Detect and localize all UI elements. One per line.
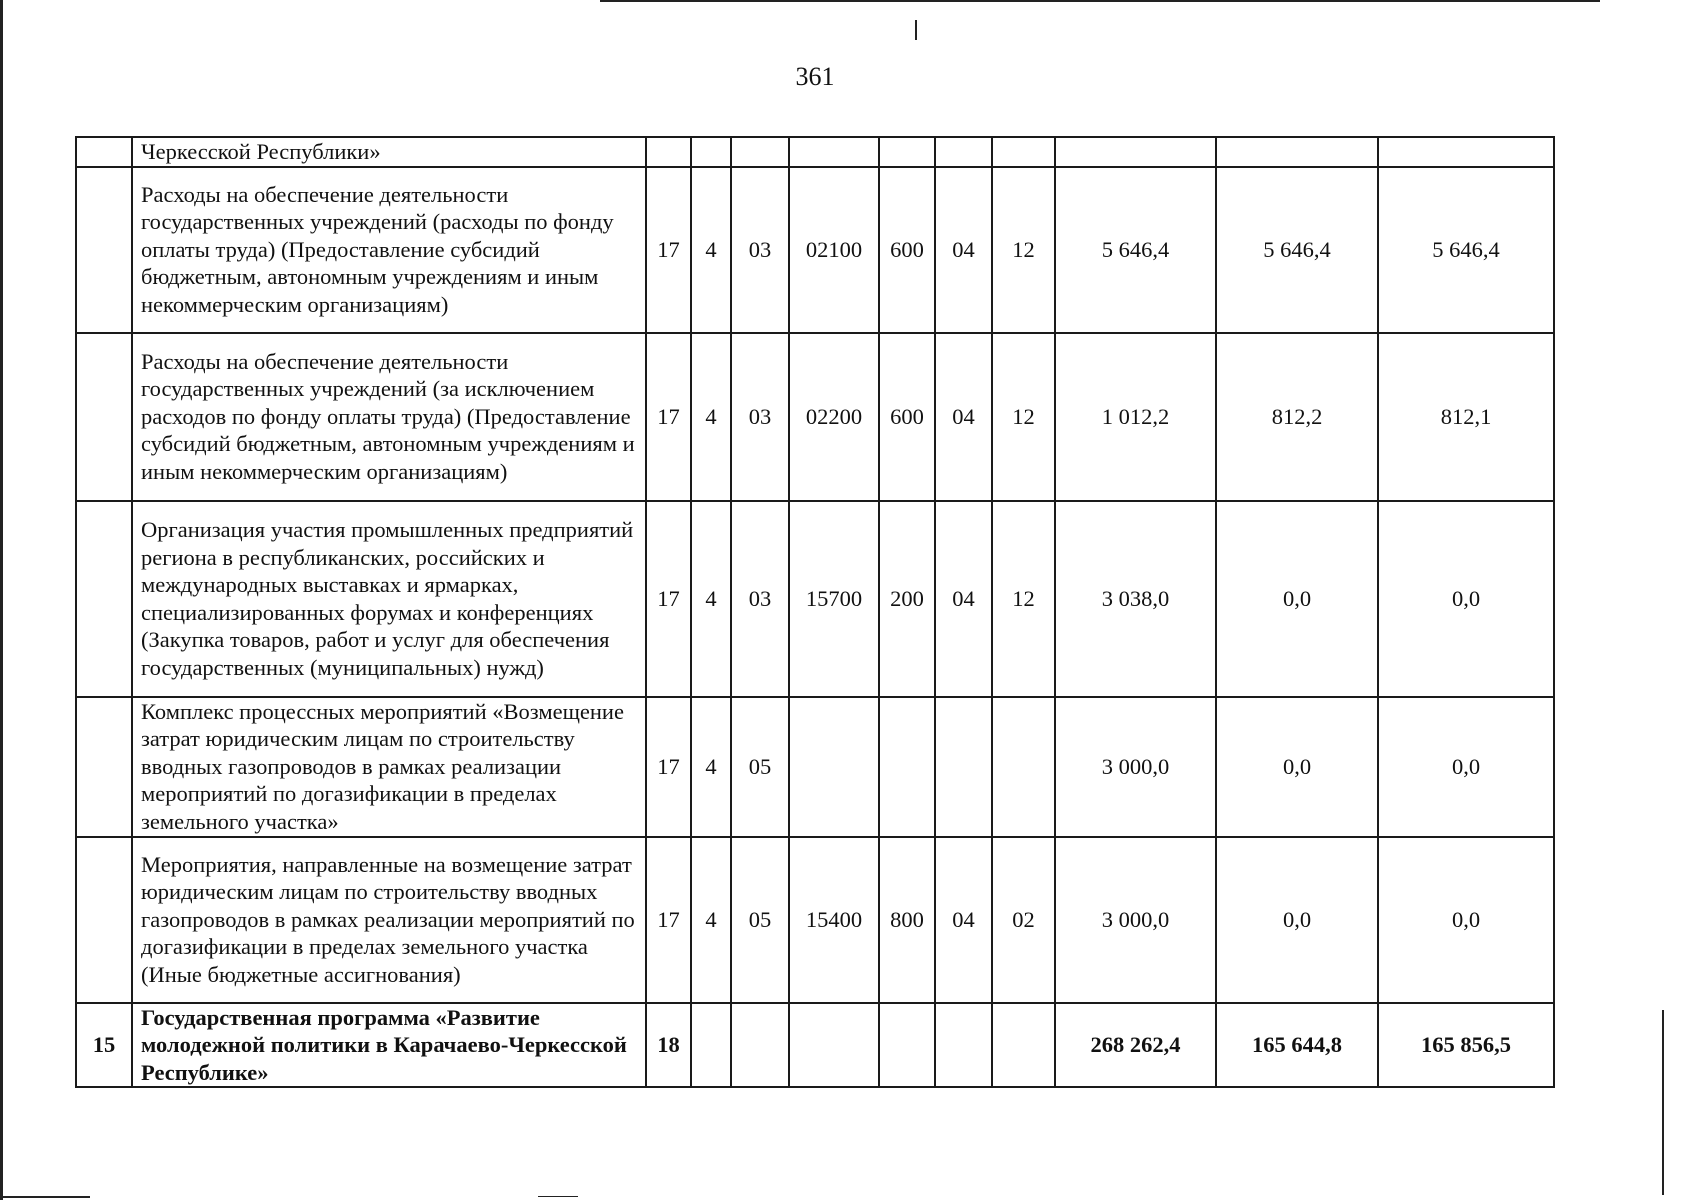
amount-year-1-cell: 3 000,0 [1055,697,1216,837]
code-direction-cell [789,1003,879,1088]
code-subsection-cell: 02 [992,837,1055,1003]
code-sub-cell: 03 [731,333,789,501]
code-type-cell [691,137,731,167]
code-section-cell: 04 [935,501,992,697]
code-section-cell [935,697,992,837]
code-expense-type-cell [879,137,935,167]
code-sub-cell [731,137,789,167]
amount-year-3-cell: 0,0 [1378,501,1554,697]
code-gp-cell: 17 [646,837,691,1003]
code-type-cell: 4 [691,837,731,1003]
row-number-cell [76,501,132,697]
scan-edge-bottom-left [0,1196,90,1198]
amount-year-3-cell: 0,0 [1378,837,1554,1003]
scan-edge-top [600,0,1600,2]
code-direction-cell: 15700 [789,501,879,697]
code-type-cell: 4 [691,333,731,501]
code-direction-cell: 15400 [789,837,879,1003]
scan-edge-bottom-mid [538,1196,578,1197]
amount-year-1-cell: 3 000,0 [1055,837,1216,1003]
code-gp-cell: 17 [646,697,691,837]
table-row [76,137,1554,167]
amount-year-3-cell: 0,0 [1378,697,1554,837]
amount-year-3-cell: 5 646,4 [1378,167,1554,333]
row-number-cell [76,333,132,501]
row-number-cell [76,167,132,333]
code-expense-type-cell: 600 [879,167,935,333]
amount-year-3-cell: 812,1 [1378,333,1554,501]
table-row [76,1003,1554,1088]
description-cell: Организация участия промышленных предприятий региона в республиканских, российских и международных выставках и ярмарках, специализированных форумах и конференциях (Закупка товаров, работ и услуг для обеспечения государственных (муниципальных) нужд) [132,501,646,697]
code-section-cell: 04 [935,837,992,1003]
amount-year-1-cell [1055,137,1216,167]
code-sub-cell: 03 [731,167,789,333]
code-expense-type-cell [879,697,935,837]
code-expense-type-cell: 600 [879,333,935,501]
amount-year-3-cell: 165 856,5 [1378,1003,1554,1088]
amount-year-1-cell: 268 262,4 [1055,1003,1216,1088]
code-section-cell: 04 [935,167,992,333]
amount-year-1-cell: 3 038,0 [1055,501,1216,697]
row-number-cell [76,697,132,837]
description-cell: Черкесской Республики» [132,137,646,167]
description-cell: Комплекс процессных мероприятий «Возмещение затрат юридическим лицам по строительству вводных газопроводов в рамках реализации мероприятий по догазификации в пределах земельного участка» [132,697,646,837]
amount-year-2-cell: 812,2 [1216,333,1378,501]
code-type-cell: 4 [691,697,731,837]
page-number: 361 [795,62,835,91]
scan-edge-right [1662,1010,1664,1195]
code-subsection-cell: 12 [992,501,1055,697]
row-number-cell [76,137,132,167]
table-row [76,333,1554,501]
amount-year-2-cell: 0,0 [1216,837,1378,1003]
code-subsection-cell [992,137,1055,167]
table-row [76,167,1554,333]
code-subsection-cell: 12 [992,333,1055,501]
code-subsection-cell [992,1003,1055,1088]
amount-year-1-cell: 1 012,2 [1055,333,1216,501]
code-sub-cell: 05 [731,697,789,837]
scan-mark-top [915,20,917,40]
code-direction-cell: 02200 [789,333,879,501]
code-gp-cell: 17 [646,501,691,697]
code-gp-cell: 17 [646,333,691,501]
code-type-cell: 4 [691,167,731,333]
amount-year-2-cell: 0,0 [1216,501,1378,697]
description-cell: Мероприятия, направленные на возмещение затрат юридическим лицам по строительству вводных газопроводов в рамках реализации мероприятий по догазификации в пределах земельного участка (Иные бюджетные ассигнования) [132,837,646,1003]
amount-year-2-cell [1216,137,1378,167]
scan-edge-left [0,0,3,1200]
code-gp-cell: 17 [646,167,691,333]
code-gp-cell: 18 [646,1003,691,1088]
code-section-cell: 04 [935,333,992,501]
description-cell: Расходы на обеспечение деятельности государственных учреждений (за исключением расходов по фонду оплаты труда) (Предоставление субсидий бюджетным, автономным учреждениям и иным некоммерческим организациям) [132,333,646,501]
table-row [76,697,1554,837]
amount-year-2-cell: 5 646,4 [1216,167,1378,333]
code-subsection-cell [992,697,1055,837]
code-sub-cell [731,1003,789,1088]
code-direction-cell: 02100 [789,167,879,333]
code-expense-type-cell [879,1003,935,1088]
table-row [76,501,1554,697]
code-sub-cell: 03 [731,501,789,697]
table-row [76,837,1554,1003]
row-number-cell [76,837,132,1003]
code-direction-cell [789,137,879,167]
code-gp-cell [646,137,691,167]
code-expense-type-cell: 800 [879,837,935,1003]
amount-year-1-cell: 5 646,4 [1055,167,1216,333]
table-body [76,137,1554,1087]
code-type-cell: 4 [691,501,731,697]
code-expense-type-cell: 200 [879,501,935,697]
code-section-cell [935,1003,992,1088]
budget-table [75,136,1555,1088]
description-cell: Расходы на обеспечение деятельности государственных учреждений (расходы по фонду оплаты труда) (Предоставление субсидий бюджетным, автономным учреждениям и иным некоммерческим организациям) [132,167,646,333]
description-cell: Государственная программа «Развитие молодежной политики в Карачаево-Черкесской Республике» [132,1003,646,1088]
amount-year-2-cell: 165 644,8 [1216,1003,1378,1088]
code-section-cell [935,137,992,167]
code-subsection-cell: 12 [992,167,1055,333]
code-sub-cell: 05 [731,837,789,1003]
amount-year-2-cell: 0,0 [1216,697,1378,837]
code-direction-cell [789,697,879,837]
amount-year-3-cell [1378,137,1554,167]
row-number-cell: 15 [76,1003,132,1088]
code-type-cell [691,1003,731,1088]
